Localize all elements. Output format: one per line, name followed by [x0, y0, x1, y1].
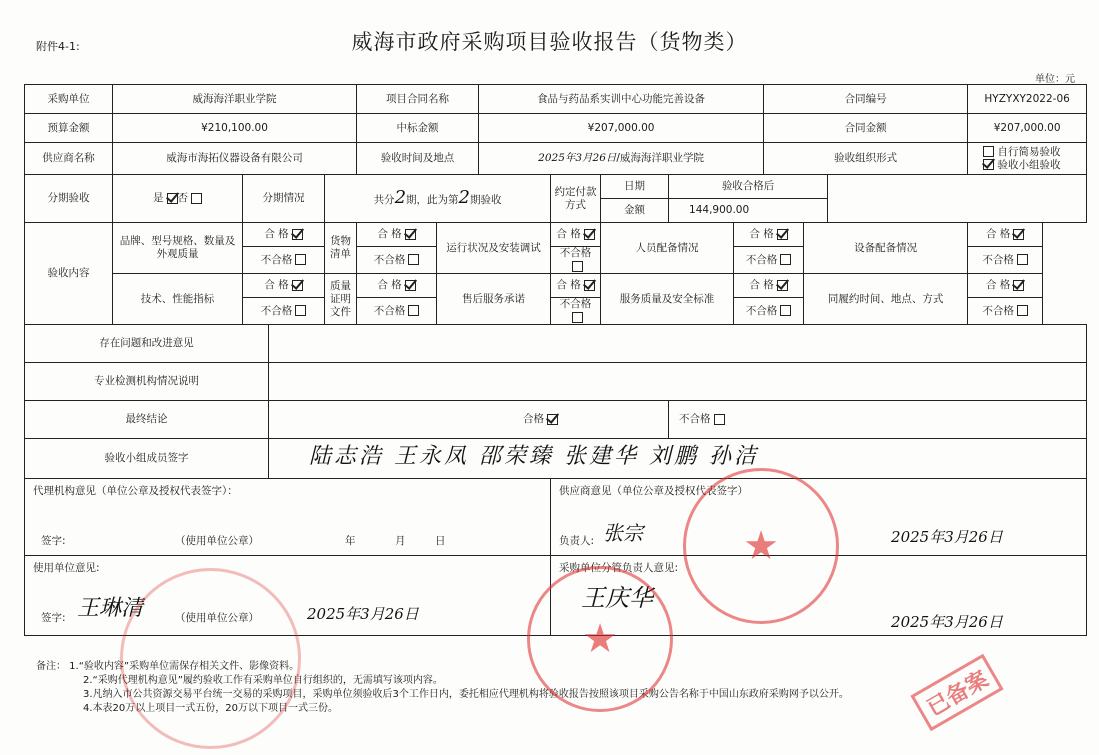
contract-perf-pass-checkbox[interactable] — [1013, 280, 1024, 291]
buyer-seal — [527, 566, 673, 712]
members-signatures-handwritten: 陆志浩 王永凤 邵荣臻 张建华 刘鹏 孙洁 — [309, 444, 759, 469]
agent-opinion-cell — [25, 479, 551, 556]
stage-yes-checkbox[interactable] — [167, 193, 178, 204]
user-seal — [120, 568, 301, 749]
final-pass-checkbox[interactable] — [547, 414, 558, 425]
buyer-value: 威海海洋职业学院 — [113, 85, 357, 114]
after-sale-label: 售后服务承诺 — [437, 274, 551, 325]
service-pass: 合 格 — [734, 274, 804, 298]
inspect-label: 验收内容 — [25, 223, 113, 325]
stage-yes-no: 是 否 — [113, 175, 243, 223]
user-seal-label: （使用单位公章） — [175, 612, 259, 624]
org-option-group-checkbox[interactable] — [983, 159, 994, 170]
running-fail-checkbox[interactable] — [572, 261, 583, 272]
brand-fail: 不合格 — [243, 247, 325, 274]
stage-info-value: 共分2期，此为第2期验收 — [325, 175, 551, 223]
staff-pass: 合 格 — [734, 223, 804, 247]
page-title: 威海市政府采购项目验收报告（货物类） — [351, 30, 748, 54]
staff-fail: 不合格 — [734, 247, 804, 274]
unit-label: 单位：元 — [1035, 74, 1075, 85]
running-pass: 合 格 — [551, 223, 601, 247]
quality-doc-fail: 不合格 — [357, 298, 437, 325]
quality-doc-fail-checkbox[interactable] — [408, 305, 419, 316]
tech-pass: 合 格 — [243, 274, 325, 298]
contract-perf-fail: 不合格 — [968, 298, 1043, 325]
goods-list-pass: 合 格 — [357, 223, 437, 247]
agency-value[interactable] — [269, 363, 1087, 401]
supplier-sign-handwritten: 张宗 — [603, 521, 644, 545]
brand-label: 品牌、型号规格、数量及外观质量 — [113, 223, 243, 274]
final-label: 最终结论 — [25, 401, 269, 439]
contract-no-label: 合同编号 — [764, 85, 968, 114]
user-date-handwritten: 2025年3月26日 — [307, 605, 419, 623]
brand-pass-checkbox[interactable] — [292, 229, 303, 240]
payment-date-label: 日期 — [601, 175, 669, 199]
note-2: 2.“采购代理机构意见”履约验收工作有采购单位自行组织的，无需填写该项内容。 — [83, 675, 443, 686]
time-place-text: /威海海洋职业学院 — [616, 152, 704, 164]
final-fail: 不合格 — [669, 401, 1087, 439]
agent-sign-label: 签字: — [41, 535, 66, 547]
contract-amount-label: 合同金额 — [764, 114, 968, 143]
agent-year-label: 年 — [345, 535, 356, 547]
goods-list-fail: 不合格 — [357, 247, 437, 274]
issues-label: 存在问题和改进意见 — [25, 325, 269, 363]
service-fail-checkbox[interactable] — [780, 305, 791, 316]
after-sale-fail: 不合格 — [551, 298, 601, 325]
staff-pass-checkbox[interactable] — [777, 229, 788, 240]
staff-label: 人员配备情况 — [601, 223, 734, 274]
tech-label: 技术、性能指标 — [113, 274, 243, 325]
final-fail-checkbox[interactable] — [714, 414, 725, 425]
supplier-sign-label: 负责人: — [559, 535, 595, 547]
org-form-options — [968, 143, 1087, 175]
stage-current-handwritten: 2 — [458, 186, 470, 208]
service-pass-checkbox[interactable] — [777, 280, 788, 291]
agent-seal-label: （使用单位公章） — [175, 535, 259, 547]
note-4: 4.本表20万以上项目一式五份，20万以下项目一式三份。 — [83, 703, 338, 714]
after-sale-fail-checkbox[interactable] — [572, 312, 583, 323]
equip-fail-checkbox[interactable] — [1017, 254, 1028, 265]
brand-fail-checkbox[interactable] — [295, 254, 306, 265]
contract-perf-fail-checkbox[interactable] — [1017, 305, 1028, 316]
goods-list-fail-checkbox[interactable] — [408, 254, 419, 265]
service-label: 服务质量及安全标准 — [601, 274, 734, 325]
running-pass-checkbox[interactable] — [584, 229, 595, 240]
quality-doc-pass: 合 格 — [357, 274, 437, 298]
equip-pass-checkbox[interactable] — [1013, 229, 1024, 240]
filed-stamp: 已备案 — [910, 654, 1003, 732]
time-place-handwritten: 2025年3月26日 — [538, 152, 617, 164]
tech-pass-checkbox[interactable] — [292, 280, 303, 291]
note-1: 备注： 1.“验收内容”采购单位需保存相关文件、影像资料。 — [36, 661, 300, 672]
stage-no-checkbox[interactable] — [191, 193, 202, 204]
supplier-date-handwritten: 2025年3月26日 — [891, 528, 1003, 546]
quality-doc-label: 质量证明文件 — [325, 274, 357, 325]
agency-label: 专业检测机构情况说明 — [25, 363, 269, 401]
payment-label: 约定付款方式 — [551, 175, 601, 223]
project-label: 项目合同名称 — [357, 85, 479, 114]
goods-list-label: 货物清单 — [325, 223, 357, 274]
annex-label: 附件4-1: — [36, 40, 80, 53]
contract-amount-value: ¥207,000.00 — [968, 114, 1087, 143]
after-sale-pass: 合 格 — [551, 274, 601, 298]
acceptance-report-table — [24, 84, 1087, 636]
agent-month-label: 月 — [395, 535, 406, 547]
issues-value[interactable] — [269, 325, 1087, 363]
org-form-label: 验收组织形式 — [764, 143, 968, 175]
time-place-label: 验收时间及地点 — [357, 143, 479, 175]
contract-perf-pass: 合 格 — [968, 274, 1043, 298]
equip-fail: 不合格 — [968, 247, 1043, 274]
supplier-label: 供应商名称 — [25, 143, 113, 175]
user-opinion-label: 使用单位意见: — [33, 562, 100, 574]
after-sale-pass-checkbox[interactable] — [584, 280, 595, 291]
user-sign-handwritten: 王琳清 — [77, 596, 144, 621]
members-label: 验收小组成员签字 — [25, 439, 269, 479]
note-3: 3.凡纳入市公共资源交易平台统一交易的采购项目，采购单位须验收后3个工作日内，委托相应代理机构将验收报告按照该项目采购公告名称于中国山东政府采购网予以公开。 — [83, 689, 849, 700]
brand-pass: 合 格 — [243, 223, 325, 247]
payment-date-value: 验收合格后 — [669, 175, 828, 199]
buyer-mgr-opinion-label: 采购单位分管负责人意见: — [559, 562, 679, 574]
org-option-self: 自行简易验收 — [980, 146, 1084, 159]
supplier-value: 威海市海拓仪器设备有限公司 — [113, 143, 357, 175]
running-label: 运行状况及安装调试 — [437, 223, 551, 274]
quality-doc-pass-checkbox[interactable] — [405, 280, 416, 291]
stage-label: 分期验收 — [25, 175, 113, 223]
tech-fail: 不合格 — [243, 298, 325, 325]
equip-pass: 合 格 — [968, 223, 1043, 247]
payment-blank — [828, 175, 1087, 223]
seal-star-icon: ★ — [582, 616, 618, 662]
buyer-mgr-date-handwritten: 2025年3月26日 — [891, 613, 1003, 631]
project-value: 食品与药品系实训中心功能完善设备 — [479, 85, 764, 114]
staff-fail-checkbox[interactable] — [780, 254, 791, 265]
budget-value: ¥210,100.00 — [113, 114, 357, 143]
bid-value: ¥207,000.00 — [479, 114, 764, 143]
seal-star-icon: ★ — [743, 523, 779, 569]
user-sign-label: 签字: — [41, 612, 66, 624]
time-place-value — [479, 143, 764, 175]
supplier-seal — [683, 468, 839, 624]
agent-day-label: 日 — [435, 535, 446, 547]
buyer-label: 采购单位 — [25, 85, 113, 114]
payment-amount-value: 144,900.00 — [669, 199, 828, 223]
service-fail: 不合格 — [734, 298, 804, 325]
stage-info-label: 分期情况 — [243, 175, 325, 223]
equip-label: 设备配备情况 — [804, 223, 968, 274]
budget-label: 预算金额 — [25, 114, 113, 143]
bid-label: 中标金额 — [357, 114, 479, 143]
goods-list-pass-checkbox[interactable] — [405, 229, 416, 240]
supplier-opinion-label: 供应商意见（单位公章及授权代表签字） — [559, 485, 749, 497]
final-pass: 合格 — [269, 401, 669, 439]
org-option-group: 验收小组验收 — [980, 159, 1084, 172]
contract-no-value: HYZYXY2022-06 — [968, 85, 1087, 114]
members-signatures — [269, 439, 1087, 479]
payment-amount-label: 金额 — [601, 199, 669, 223]
tech-fail-checkbox[interactable] — [295, 305, 306, 316]
running-fail: 不合格 — [551, 247, 601, 274]
buyer-mgr-sign-handwritten: 王庆华 — [581, 584, 654, 612]
stage-total-handwritten: 2 — [394, 186, 407, 208]
contract-perf-label: 同履约时间、地点、方式 — [804, 274, 968, 325]
agent-opinion-label: 代理机构意见（单位公章及授权代表签字）： — [33, 485, 238, 497]
